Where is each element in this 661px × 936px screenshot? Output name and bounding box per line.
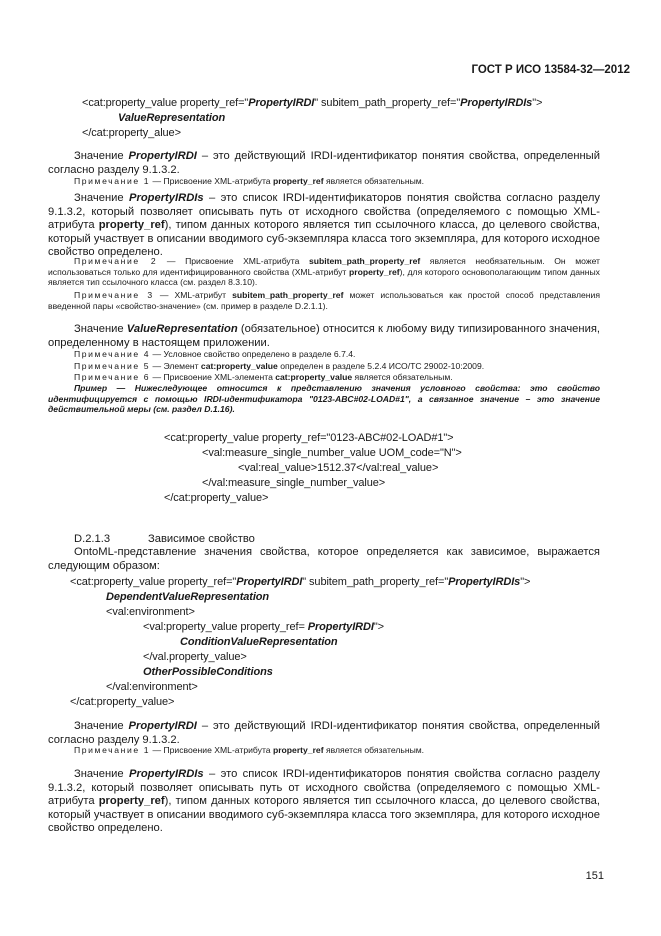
code-line: <val:measure_single_number_value UOM_code="N"> [202, 447, 462, 459]
note: Примечание 4 — Условное свойство определено в разделе 6.7.4. [74, 349, 356, 359]
paragraph: Значение PropertyIRDI – это действующий IRDI-идентификатор понятия свойства, определенный согласно разделу 9.1.3.2. [48, 150, 600, 176]
code-line: </cat:property_alue> [82, 127, 181, 139]
code-line: ValueRepresentation [118, 112, 226, 124]
paragraph: Значение PropertyIRDIs – это список IRDI-идентификаторов понятия свойства согласно разделу 9.1.3.2, который позволяет описывать путь от исходного свойства (определяемого с помощью XML-атрибута property_ref), типом данных которого является тип ссылочного класса, до целевого свойства, который участвует в описании вводимого суб-экземпляра класса того экземпляра, для которого исходное свойство определено. [48, 768, 601, 834]
code-line: OtherPossibleConditions [143, 666, 273, 678]
note: Примечание 2 — Присвоение XML-атрибута subitem_path_property_ref является необязательным. Он может использоваться только для идентифицированного свойства (XML-атрибут property_ref), для которого основополагающим типом данных является тип ссылочного класса (см. раздел 8.3.10). [48, 256, 600, 288]
document-header: ГОСТ Р ИСО 13584-32—2012 [471, 64, 630, 76]
note: Примечание 1 — Присвоение XML-атрибута property_ref является обязательным. [74, 745, 425, 755]
note: Примечание 6 — Присвоение XML-элемента cat:property_value является обязательным. [74, 372, 453, 382]
code-line: </val:measure_single_number_value> [202, 477, 386, 489]
section-number: D.2.1.3 [74, 533, 111, 545]
example: Пример — Нижеследующее относится к представлению значения условного свойства: это свойство идентифицируется с помощью IRDI-идентификатора "0123-ABC#02-LOAD#1", а связанное значение – это значение действительной меры (см. раздел D.1.16). [48, 383, 600, 415]
note: Примечание 5 — Элемент cat:property_value определен в разделе 5.2.4 ИСО/ТС 29002-10:2009. [74, 361, 485, 371]
code-line: DependentValueRepresentation [106, 591, 270, 603]
note: Примечание 1 — Присвоение XML-атрибута property_ref является обязательным. [74, 176, 425, 186]
code-line: <cat:property_value property_ref="PropertyIRDI" subitem_path_property_ref="PropertyIRDIs"> [82, 97, 543, 109]
note: Примечание 3 — XML-атрибут subitem_path_property_ref может использоваться как простой способ представления введенной пары «свойство-значение» (см. пример в разделе D.2.1.1). [48, 290, 600, 311]
code-line: <val:property_value property_ref= PropertyIRDI"> [143, 621, 384, 633]
paragraph: Значение PropertyIRDIs – это список IRDI-идентификаторов понятия свойства согласно разделу 9.1.3.2, который позволяет описывать путь от исходного свойства (определяемого с помощью XML-атрибута property_ref), типом данных которого является тип ссылочного класса, до целевого свойства, который участвует в описании вводимого суб-экземпляра класса того экземпляра, для которого исходное свойство определено. [48, 192, 601, 258]
paragraph: Значение ValueRepresentation (обязательное) относится к любому виду типизированного значения, определенному в настоящем приложении. [48, 323, 600, 349]
code-line: <val:environment> [106, 606, 195, 618]
code-line: </val:environment> [106, 681, 198, 693]
code-line: ConditionValueRepresentation [180, 636, 338, 648]
paragraph: OntoML-представление значения свойства, которое определяется как зависимое, выражается следующим образом: [48, 546, 600, 572]
code-line: </cat:property_value> [70, 696, 175, 708]
code-line: <val:real_value>1512.37</val:real_value> [238, 462, 439, 474]
code-line: <cat:property_value property_ref="0123-ABC#02-LOAD#1"> [164, 432, 454, 444]
code-line: </cat:property_value> [164, 492, 269, 504]
paragraph: Значение PropertyIRDI – это действующий IRDI-идентификатор понятия свойства, определенный согласно разделу 9.1.3.2. [48, 720, 600, 746]
code-line: </val.property_value> [143, 651, 247, 663]
code-line: <cat:property_value property_ref="PropertyIRDI" subitem_path_property_ref="PropertyIRDIs"> [70, 576, 531, 588]
section-title: Зависимое свойство [148, 533, 255, 545]
page-number: 151 [585, 870, 604, 882]
